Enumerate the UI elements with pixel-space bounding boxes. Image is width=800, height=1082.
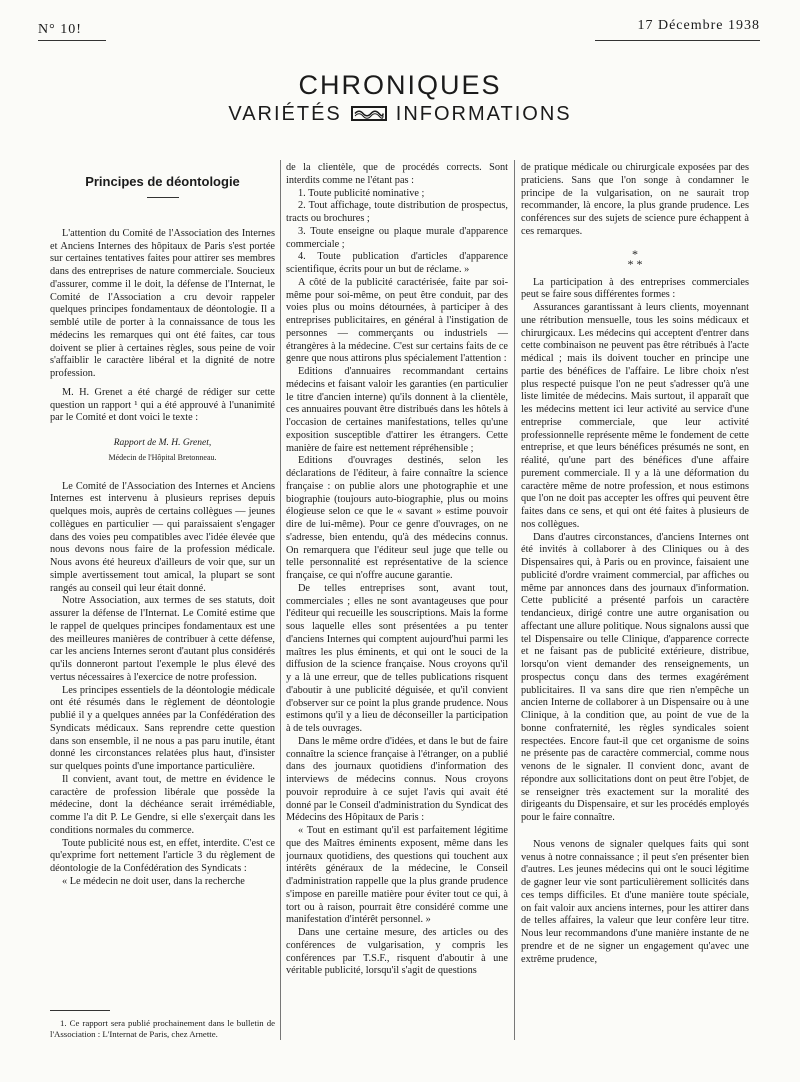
column-divider (514, 160, 515, 1040)
column-2 (286, 162, 508, 1042)
paragraph: A côté de la publicité caractérisée, faite par soi-même pour soi-même, on peut être conduit, par des voies plus ou moins détournées, à participer à des entreprises publicitaires, en général à l'instigation de personnes — commerçants ou industriels — étrangères à la médecine. C'est sur certains faits de ce genre que nous attirons plus spécialement l'attention : (286, 276, 508, 365)
paragraph: Dans d'autres circonstances, d'anciens Internes ont été invités à collaborer à des Cliniques ou à des Dispensaires qui, à Paris ou en province, faisaient une publicité d'ordre vraiment commercial, par affiches ou même par annonces dans des journaux d'information. Cette publicité a présenté parfois un caractère tendancieux, dirigé contre une autre organisation ou affectant une allure politique. Nous signalons aussi que tel Dispensaire ou telle Clinique, d'apparence correcte et ne faisant pas de publicité extérieure, distribue, lorsqu'on vient demander des renseignements, un prospectus conçu dans des termes exagérément publicitaires. Il va sans dire que rien n'empêche un ancien Interne de collaborer à un Dispensaire ou à une Clinique, à la condition que, au point de vue de la bonne confraternité, les règles syndicales soient respectées. Encore faut-il que cet organisme de soins ne présente pas de caractère commercial, comme nous venons de le signaler. Il convient donc, avant de répondre aux sollicitations dont on peut être l'objet, de se renseigner très exactement sur la moralité des dirigeants du Dispensaire, et sur les procédés employés pour le faire connaître. (521, 531, 749, 823)
ornament-icon (350, 105, 388, 122)
issue-date: 17 Décembre 1938 (637, 18, 760, 33)
top-rule-right (595, 40, 760, 41)
top-rule-left (38, 40, 106, 41)
quote: « Tout en estimant qu'il est parfaitement légitime que des Maîtres éminents exposent, même dans les journaux quotidiens, des questions qui touchent aux intérêts généraux de la médecine, le Conseil d'administration rappelle que la plus grande prudence s'impose en pareille matière pour éviter tout ce qui, à tort ou à raison, pourrait être considéré comme une manifestation d'intérêt personnel. » (286, 825, 508, 926)
list-item: 1. Toute publicité nominative ; (298, 187, 425, 199)
paragraph: Notre Association, aux termes de ses statuts, doit assurer la défense de l'Internat. Le Comité estime que le rappel de quelques principes fondamentaux est une des meilleures manières de contribuer à cette défense, car les anciens Internes seront d'autant plus considérés qu'ils donneront partout l'exemple le plus élevé des vertus nécessaires à l'exercice de notre profession. (50, 595, 275, 683)
footnote-rule (50, 1010, 110, 1011)
list-item: 3. Toute enseigne ou plaque murale d'apparence commerciale ; (286, 225, 508, 250)
paragraph: Editions d'annuaires recommandant certains médecins et faisant valoir les garanties (en particulier le titre d'ancien interne) qu'ils donnent à la clientèle, ces annuaires pouvant être distribués dans les hôtels à l'occasion de certaines manifestations, telles qu'une exposition susceptible d'attirer les étrangers. Cette manière de faire est nettement répréhensible ; (286, 366, 508, 454)
column-divider (280, 160, 281, 1040)
list-item: 4. Toute publication d'articles d'apparence scientifique, écrits pour un but de réclame. » (286, 251, 508, 275)
paragraph: Dans le même ordre d'idées, et dans le but de faire connaître la science française à l'étranger, on a publié dans des journaux quotidiens d'information des interviews de médecins connus. Nous croyons pouvoir reproduire à ce sujet l'avis qui avait été donné par le Conseil d'administration du Syndicat des Médecins des Hôpitaux de Paris : (286, 735, 508, 824)
article-heading: Principes de déontologie (85, 174, 240, 189)
paragraph: de pratique médicale ou chirurgicale exposées par des praticiens. Sans que l'on songe à condamner le principe de la vulgarisation, on ne saurait trop recommander, là encore, la plus grande prudence. Les conférences sur des sujets de science pure échappent à ces remarques. (521, 162, 749, 237)
footnote (50, 1018, 275, 1040)
paragraph: Nous venons de signaler quelques faits qui sont venus à notre connaissance ; il peut s'en présenter bien d'autres. Les jeunes médecins qui ont le souci légitime de gagner leur vie sont particulièrement sollicités dans ces temps difficiles. Et d'une manière toute spéciale, on fait valoir aux anciens internes, pour les attirer dans de telles affaires, la valeur que leur confère leur titre. Nous leur recommandons d'une manière instante de ne prendre et de ne signer un engagement qu'avec une extrême prudence, (521, 838, 749, 965)
subtitle-informations: INFORMATIONS (395, 103, 572, 125)
report-title: Rapport de M. H. Grenet, (113, 438, 212, 448)
paragraph: Dans une certaine mesure, des articles ou des conférences de vulgarisation, y compris les conférences par T.S.F., risquent d'aboutir à une véritable publicité, lorsqu'il s'agit de questions (286, 927, 508, 977)
footnote-text: 1. Ce rapport sera publié prochainement dans le bulletin de l'Association : L'Internat de Paris, chez Arnette. (50, 1018, 275, 1039)
section-subtitle (0, 103, 800, 126)
section-title: CHRONIQUES (298, 70, 502, 100)
section-separator-stars: * * * (627, 246, 643, 271)
column-3 (521, 162, 749, 1042)
paragraph: « Le médecin ne doit user, dans la recherche (62, 875, 245, 887)
paragraph: de la clientèle, que de procédés corrects. Sont interdits comme ne l'étant pas : (286, 162, 508, 186)
column-1 (50, 160, 275, 1040)
paragraph: Les principes essentiels de la déontologie médicale ont été résumés dans le règlement de déontologie publié il y a quelques années par la Confédération des Syndicats médicaux. Sans reprendre cette question dans son ensemble, il ne nous a pas paru inutile, étant donné les circonstances relatées plus haut, d'insister sur quelques points d'une importance particulière. (50, 684, 275, 772)
paragraph: Toute publicité nous est, en effet, interdite. C'est ce qu'exprime fort nettement l'article 3 du règlement de déontologie de la Confédération des Syndicats : (50, 837, 275, 874)
paragraph: M. H. Grenet a été chargé de rédiger sur cette question un rapport ¹ qui a été approuvé à l'unanimité par le Comité et dont voici le texte : (50, 386, 275, 424)
paragraph: Assurances garantissant à leurs clients, moyennant une rétribution mensuelle, tous les soins médicaux et chirurgicaux. Les médecins qui acceptent d'entrer dans cette combinaison ne peuvent pas être rétribués à l'acte médical ; mais ils doivent toucher en principe une partie des bénéfices de l'affaire. Le libre choix n'est plus respecté puisque l'on ne peut s'adresser qu'à une liste limitée de médecins. Mais surtout, il apparaît que les médecins mettent ici leur activité au service d'une entreprise commerciale, que leur activité professionnelle représente même le fondement de cette entreprise, et que leurs bénéfices présumés ne sont, en réalité, qu'une part des bénéfices d'une affaire purement commerciale. Il y a là une déformation du caractère même de notre profession, et nous estimons que l'on ne doit pas accepter les offres qui peuvent être faites dans ce sens, et qui ont été faites à plusieurs de nos collègues. (521, 302, 749, 530)
heading-rule (147, 197, 179, 198)
paragraph: De telles entreprises sont, avant tout, commerciales ; elles ne sont avantageuses que pour l'éditeur qui recueille les souscriptions. Mais la forme sous laquelle elles sont présentées a pu tenter d'anciens Internes qui comptent aujourd'hui parmi les maîtres les plus éminents, et qui ont le souci de la diffusion de la science française. Nous croyons qu'il y a là une erreur, que de telles publications risquent d'aboutir à une publicité déguisée, et qu'il convient d'observer sur ce point la plus grande prudence. Nous estimons qu'il y a lieu de déconseiller la participation à de tels ouvrages. (286, 582, 508, 734)
subtitle-varietes: VARIÉTÉS (228, 103, 342, 125)
paragraph: Le Comité de l'Association des Internes et Anciens Internes est intervenu à plusieurs reprises depuis quelques mois, auprès de certains collègues — jeunes collègues en particulier — qui paraissaient s'engager dans des voies peu compatibles avec l'idée élevée que nous devons nous faire de la profession médicale. Nous avons été heureux d'ailleurs de voir que, sur un simple avertissement tout amical, la plupart se sont rangés au conseil qui leur était donné. (50, 480, 275, 594)
paragraph: L'attention du Comité de l'Association des Internes et Anciens Internes des hôpitaux de Paris s'est portée sur certaines tentatives faites pour attirer ses membres dans des entreprises de nature commerciale. Soucieux d'assurer, comme il le doit, la défense de l'Internat, le Comité de l'Association a cru devoir rappeler quelques principes fondamentaux de déontologie. Il a semblé utile de porter à la connaissance de tous les médecins les remarques qui ont été faites, car tous doivent se plier à certaines règles, sous peine de voir s'affaiblir le caractère libéral et la dignité de notre profession. (50, 227, 275, 379)
paragraph: Editions d'ouvrages destinés, selon les déclarations de l'éditeur, à faire connaître la science française : on publie alors une photographie et une biographie (toujours auto-biographie, plus ou moins élogieuse selon ce que le « savant » estime pouvoir dire de lui-même). Pour ce genre d'ouvrages, on ne s'adresse, bien entendu, qu'à des médecins connus. On remarquera que l'éditeur seul juge que telle ou telle personnalité est représentative de la science française, ce qui n'offre aucune garantie. (286, 455, 508, 581)
paragraph: Il convient, avant tout, de mettre en évidence le caractère de profession libérale que possède la médecine, dont la déchéance serait irrémédiable, comme l'a dit P. Le Gendre, si elle s'exerçait dans les conditions normales du commerce. (50, 773, 275, 836)
list-item: 2. Tout affichage, toute distribution de prospectus, tracts ou brochures ; (286, 200, 508, 224)
paragraph: La participation à des entreprises commerciales peut se faire sous différentes formes : (521, 276, 749, 301)
report-author: Médecin de l'Hôpital Bretonneau. (108, 452, 217, 462)
issue-number: N° 10! (38, 22, 82, 37)
